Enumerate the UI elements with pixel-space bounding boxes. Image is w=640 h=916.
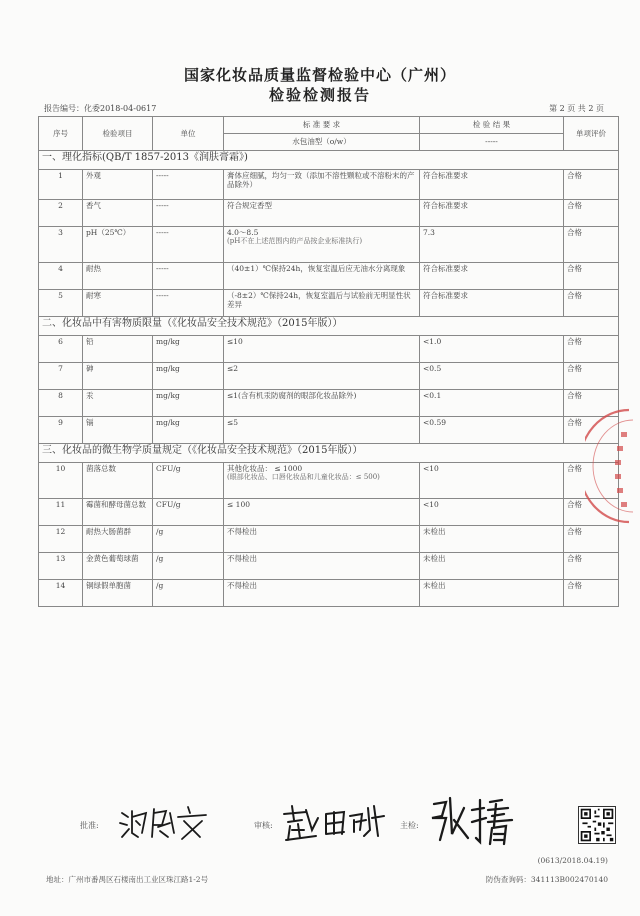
inspector-signature (428, 794, 520, 846)
standard-limit: 其他化妆品： ≤ 1000 (227, 464, 303, 473)
table-row (39, 553, 619, 580)
row-unit: mg/kg (153, 390, 224, 417)
row-result: 未检出 (420, 526, 564, 553)
row-item: pH（25℃） (83, 227, 153, 263)
row-judgement: 合格 (564, 499, 619, 526)
row-item: 铅 (83, 336, 153, 363)
row-unit: /g (153, 526, 224, 553)
row-no: 6 (39, 336, 83, 363)
standard-note: (眼部化妆品、口唇化妆品和儿童化妆品：≤ 500) (227, 473, 380, 482)
section3-title: 三、化妆品的微生物学质量规定（《化妆品安全技术规范》（2015年版）） (39, 444, 619, 463)
row-standard: 不得检出 (224, 553, 420, 580)
table-row (39, 499, 619, 526)
row-standard: （-8±2）℃保持24h，恢复室温后与试验前无明显性状差异 (224, 290, 420, 317)
row-standard: （40±1）℃保持24h，恢复室温后应无油水分离现象 (224, 263, 420, 290)
address: 地址：广州市番禺区石楼南出工业区珠江路1-2号 (46, 875, 209, 884)
row-standard (224, 227, 420, 263)
row-item: 砷 (83, 363, 153, 390)
row-unit: CFU/g (153, 499, 224, 526)
reviewer-signature (282, 800, 388, 844)
section-heading (39, 151, 619, 170)
table-row (39, 526, 619, 553)
row-standard: 不得检出 (224, 580, 420, 607)
row-judgement: 合格 (564, 227, 619, 263)
row-standard: 膏体应细腻，均匀一致（添加不溶性颗粒或不溶粉末的产品除外） (224, 170, 420, 200)
row-judgement: 合格 (564, 336, 619, 363)
row-unit: /g (153, 580, 224, 607)
row-no: 14 (39, 580, 83, 607)
row-no: 1 (39, 170, 83, 200)
row-unit: ----- (153, 170, 224, 200)
approver-signature (118, 803, 212, 841)
inspect-label: 主检: (400, 821, 419, 830)
row-item: 外观 (83, 170, 153, 200)
row-result: <10 (420, 463, 564, 499)
row-result: 符合标准要求 (420, 290, 564, 317)
table-row (39, 200, 619, 227)
section-heading (39, 317, 619, 336)
standard-note: (pH不在上述范围内的产品按企业标准执行) (227, 237, 363, 246)
table-row (39, 263, 619, 290)
row-item: 香气 (83, 200, 153, 227)
row-no: 3 (39, 227, 83, 263)
col-header-result: 检 验 结 果 (420, 117, 564, 134)
table-row (39, 336, 619, 363)
row-judgement: 合格 (564, 363, 619, 390)
row-judgement: 合格 (564, 290, 619, 317)
row-judgement: 合格 (564, 200, 619, 227)
row-item: 霉菌和酵母菌总数 (83, 499, 153, 526)
row-result: 7.3 (420, 227, 564, 263)
row-judgement: 合格 (564, 390, 619, 417)
row-no: 13 (39, 553, 83, 580)
table-row (39, 390, 619, 417)
row-unit: ----- (153, 263, 224, 290)
row-judgement: 合格 (564, 170, 619, 200)
section2-title: 二、化妆品中有害物质限量（《化妆品安全技术规范》（2015年版）） (39, 317, 619, 336)
row-result: <1.0 (420, 336, 564, 363)
table-row (39, 363, 619, 390)
table-row (39, 290, 619, 317)
row-item: 金黄色葡萄球菌 (83, 553, 153, 580)
row-unit: mg/kg (153, 417, 224, 444)
row-standard: ≤2 (224, 363, 420, 390)
row-standard: ≤1(含有机汞防腐剂的眼部化妆品除外) (224, 390, 420, 417)
row-judgement: 合格 (564, 263, 619, 290)
table-header-row (39, 117, 619, 134)
row-no: 2 (39, 200, 83, 227)
row-no: 9 (39, 417, 83, 444)
report-code: (0613/2018.04.19) (537, 856, 608, 865)
row-item: 汞 (83, 390, 153, 417)
row-result: <0.5 (420, 363, 564, 390)
subheader-standard: 水包油型（o/w） (224, 134, 420, 151)
official-seal-stamp (585, 406, 640, 526)
subheader-result: ----- (420, 134, 564, 151)
row-item: 铜绿假单胞菌 (83, 580, 153, 607)
row-result: 未检出 (420, 580, 564, 607)
qr-code (578, 806, 616, 844)
anti-fake-code: 防伪查询码：341113B002470140 (485, 875, 608, 884)
col-header-unit: 单位 (153, 117, 224, 151)
row-result: <10 (420, 499, 564, 526)
results-table (38, 116, 619, 607)
row-item: 菌落总数 (83, 463, 153, 499)
section1-title: 一、理化指标(QB/T 1857-2013《润肤膏霜》) (39, 151, 619, 170)
row-standard: 符合规定香型 (224, 200, 420, 227)
report-title: 检验检测报告 (268, 86, 371, 104)
row-unit: ----- (153, 200, 224, 227)
row-result: 未检出 (420, 553, 564, 580)
row-judgement: 合格 (564, 580, 619, 607)
row-judgement: 合格 (564, 553, 619, 580)
table-row (39, 227, 619, 263)
row-judgement: 合格 (564, 417, 619, 444)
row-no: 10 (39, 463, 83, 499)
row-result: 符合标准要求 (420, 200, 564, 227)
row-standard: 不得检出 (224, 526, 420, 553)
col-header-standard: 标 准 要 求 (224, 117, 420, 134)
row-unit: CFU/g (153, 463, 224, 499)
table-row (39, 170, 619, 200)
row-unit: mg/kg (153, 363, 224, 390)
row-no: 5 (39, 290, 83, 317)
row-unit: mg/kg (153, 336, 224, 363)
col-header-no: 序号 (39, 117, 83, 151)
review-label: 审核: (254, 821, 273, 830)
row-standard: ≤10 (224, 336, 420, 363)
row-result: <0.1 (420, 390, 564, 417)
col-header-judgement: 单项评价 (564, 117, 619, 151)
row-result: 符合标准要求 (420, 170, 564, 200)
report-number: 报告编号：化委2018-04-0617 (44, 104, 157, 113)
standard-range: 4.0～8.5 (227, 228, 259, 237)
row-unit: ----- (153, 290, 224, 317)
row-item: 耐寒 (83, 290, 153, 317)
row-unit: ----- (153, 227, 224, 263)
row-no: 11 (39, 499, 83, 526)
row-judgement: 合格 (564, 526, 619, 553)
row-no: 4 (39, 263, 83, 290)
row-standard: ≤5 (224, 417, 420, 444)
row-item: 耐热大肠菌群 (83, 526, 153, 553)
row-item: 镉 (83, 417, 153, 444)
report-title-center: 国家化妆品质量监督检验中心（广州） (183, 66, 456, 84)
section-heading (39, 444, 619, 463)
row-standard (224, 463, 420, 499)
table-row (39, 417, 619, 444)
row-unit: /g (153, 553, 224, 580)
page-number: 第 2 页 共 2 页 (549, 104, 604, 113)
row-standard: ≤ 100 (224, 499, 420, 526)
table-row (39, 580, 619, 607)
row-no: 8 (39, 390, 83, 417)
row-item: 耐热 (83, 263, 153, 290)
row-result: 符合标准要求 (420, 263, 564, 290)
row-judgement: 合格 (564, 463, 619, 499)
approve-label: 批准: (80, 821, 99, 830)
row-no: 12 (39, 526, 83, 553)
col-header-item: 检验项目 (83, 117, 153, 151)
table-row (39, 463, 619, 499)
row-result: <0.59 (420, 417, 564, 444)
row-no: 7 (39, 363, 83, 390)
